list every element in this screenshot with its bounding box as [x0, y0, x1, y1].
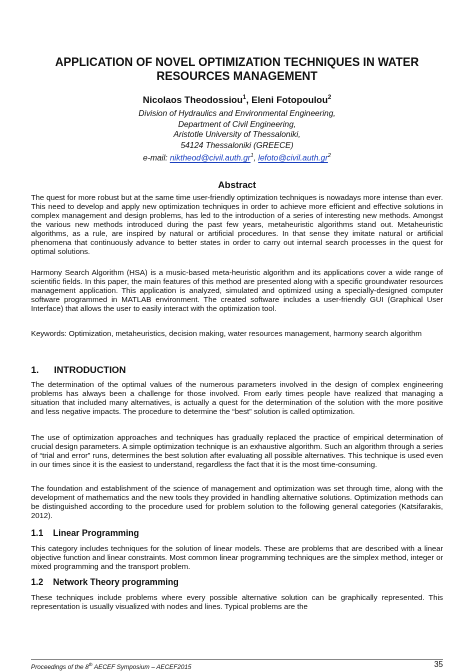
abstract-paragraph-1: The quest for more robust but at the same time user-friendly optimization techniques is nowadays more intense than ever. This need to develop and apply new optimization techniques in order to achieve more efficient and effective solutions in complex management and design problems, has led to the introduction of a series of interesting new methods. Amongst the various new methods introduced during the past few years, metaheuristic algorithms stand out. Metaheuristic algorithms, as a rule, are inspired by natural or artificial procedures. In that sense they imitate natural or artificial phenomena that continuously advance to better states in order to carry out internal search processes in the quest for optimal solutions.	[31, 193, 443, 257]
author-separator: ,	[246, 94, 252, 105]
section-1-1-heading	[31, 528, 139, 538]
affiliation-line-2: Department of Civil Engineering,	[178, 119, 296, 129]
email-prefix: e-mail:	[143, 154, 170, 164]
email-1-sup: 1	[250, 153, 254, 160]
footer-proceedings-post: AECEF Symposium – AECEF2015	[92, 664, 192, 671]
section-1-1-title: Linear Programming	[53, 528, 140, 538]
footer-proceedings-sup: th	[88, 662, 93, 667]
section-1-2-title: Network Theory programming	[53, 577, 179, 587]
affiliation-line-4: 54124 Thessaloniki (GREECE)	[180, 140, 294, 150]
abstract-paragraph-2: Harmony Search Algorithm (HSA) is a music-based meta-heuristic algorithm and its applications cover a wide range of scientific fields. In this paper, the main features of this method are presented along with a specific groundwater resources management application. This application is analyzed, simulated and optimized using a specially-designed computer software programmed in MATLAB environment. The created software includes a user-friendly GUI (Graphical User Interface) that allows the user to easily interact with the optimization tool.	[31, 268, 443, 314]
section-1-title: INTRODUCTION	[54, 364, 126, 375]
network-theory-paragraph: These techniques include problems where every possible alternative solution can be graphically represented. This representation is usually visualized with nodes and lines. Typical problems are the	[31, 593, 443, 612]
keywords: Keywords: Optimization, metaheuristics, decision making, water resources management, harmony search algorithm	[31, 329, 422, 338]
email-2-sup: 2	[327, 153, 331, 160]
section-1-2-heading	[31, 577, 179, 587]
section-1-1-number: 1.1	[31, 528, 44, 538]
author-1-sup: 1	[242, 94, 247, 101]
author-2: Eleni Fotopoulou	[251, 94, 328, 105]
author-list	[40, 94, 434, 105]
email-link-1[interactable]: nikthеod@civil.auth.gr	[169, 154, 251, 164]
intro-paragraph-2: The use of optimization approaches and techniques has gradually replaced the practice of empirical determination of crucial design parameters. A simple optimization technique is an exhaustive algorithm. Such an algorithm through a series of “trial and error” runs, determines the best solution after evaluating all possible alternatives. This technique is used even in our times since it is the easiest to understand, regardless the fact that it is the most time-consuming.	[31, 433, 443, 470]
affiliation-line-1: Division of Hydraulics and Environmental Engineering,	[138, 109, 336, 118]
affiliation-block	[40, 109, 434, 165]
intro-paragraph-1: The determination of the optimal values of the numerous parameters involved in the design of complex engineering problems has always been a challenge for those involved. From early times people have realized that managing a situation that included many alternatives, is actually a quest for the determination of the solution with the more positive and less negative impacts. The procedure to determine the “best” solution is called optimization.	[31, 380, 443, 417]
intro-paragraph-3: The foundation and establishment of the science of management and optimization was set through time, along with the development of mathematics and the new tools they provided in handling alternative solutions. Optimization methods can be distinguished according to the procedure used for problem solution to the following general categories (Katsifarakis, 2012).	[31, 484, 443, 521]
abstract-heading: Abstract	[217, 179, 257, 190]
linear-programming-paragraph: This category includes techniques for the solution of linear models. These are problems that are described with a linear objective function and linear constraints. Most common linear programming techniques are the simplex method, integer or mixed programming and the transport problem.	[31, 544, 443, 572]
section-1-heading	[31, 364, 126, 375]
author-2-sup: 2	[327, 94, 332, 101]
section-1-2-number: 1.2	[31, 577, 44, 587]
author-1: Nicolaos Theodossiou	[142, 94, 243, 105]
page-number: 35	[434, 660, 443, 669]
footer-proceedings-pre: Proceedings of the 8	[31, 664, 89, 671]
title-line-1: APPLICATION OF NOVEL OPTIMIZATION TECHNIQUES IN WATER	[55, 56, 419, 69]
email-line	[40, 151, 434, 164]
section-1-number: 1.	[31, 364, 39, 375]
paper-title	[40, 56, 434, 84]
email-separator: ,	[253, 154, 259, 164]
affiliation-line-3: Aristotle University of Thessaloniki,	[173, 130, 301, 140]
title-line-2: RESOURCES MANAGEMENT	[156, 70, 318, 83]
email-link-2[interactable]: lefoto@civil.auth.gr	[258, 154, 328, 164]
footer-divider	[31, 659, 443, 660]
